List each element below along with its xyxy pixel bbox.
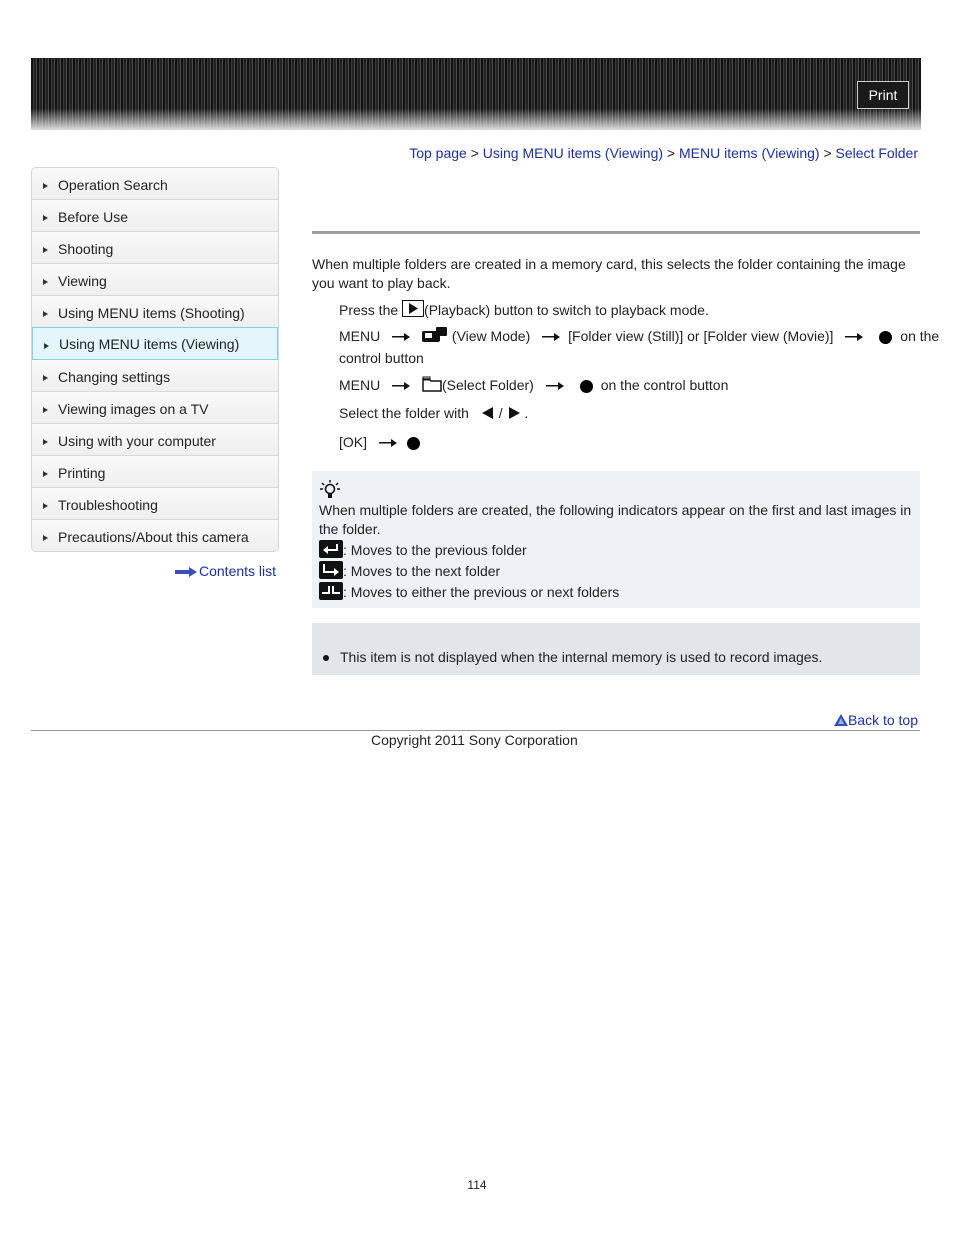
next-folder-icon xyxy=(319,561,343,579)
note-text: This item is not displayed when the internal memory is used to record images. xyxy=(340,649,823,665)
sidebar-item-label: Viewing images on a TV xyxy=(58,401,209,417)
step-4 xyxy=(339,405,528,421)
step-2-text-end: on the xyxy=(900,328,940,344)
sidebar-item-shooting[interactable] xyxy=(32,232,278,264)
back-to-top-label: Back to top xyxy=(847,712,918,728)
step-3-text-end: on the control button xyxy=(600,377,729,393)
indicator-previous-text: : Moves to the previous folder xyxy=(343,542,527,558)
contents-list-link[interactable] xyxy=(175,563,276,579)
sidebar-nav xyxy=(31,167,279,552)
menu-label: MENU xyxy=(339,377,381,393)
breadcrumb-using-menu-viewing[interactable]: Using MENU items (Viewing) xyxy=(482,145,664,161)
page-number: 114 xyxy=(467,1178,487,1192)
breadcrumb-separator: > xyxy=(823,145,832,161)
sidebar-item-menu-viewing[interactable] xyxy=(32,327,278,360)
arrow-right-icon xyxy=(845,333,863,341)
folder-view-options: [Folder view (Still)] or [Folder view (Movie)] xyxy=(568,328,834,344)
lightbulb-icon xyxy=(320,480,340,500)
step-1-text: Press the xyxy=(339,302,399,318)
contents-list-label: Contents list xyxy=(199,563,277,579)
breadcrumb-separator: > xyxy=(470,145,479,161)
triangle-right-icon xyxy=(43,183,48,189)
title-divider xyxy=(312,231,920,234)
triangle-right-icon xyxy=(43,407,48,413)
sidebar-item-menu-shooting[interactable] xyxy=(32,296,278,328)
sidebar-item-operation-search[interactable] xyxy=(32,168,278,200)
step-2 xyxy=(339,327,939,344)
step-1 xyxy=(339,300,709,318)
triangle-right-icon xyxy=(43,535,48,541)
sidebar-item-printing[interactable] xyxy=(32,456,278,488)
breadcrumb xyxy=(409,145,918,161)
breadcrumb-select-folder[interactable]: Select Folder xyxy=(835,145,918,161)
arrow-right-icon xyxy=(546,382,564,390)
indicator-next xyxy=(319,561,500,579)
triangle-right-icon xyxy=(43,439,48,445)
triangle-right-icon xyxy=(43,247,48,253)
sidebar-item-viewing-tv[interactable] xyxy=(32,392,278,424)
sidebar-item-label: Operation Search xyxy=(58,177,168,193)
left-arrow-icon xyxy=(481,407,495,419)
sidebar-item-label: Printing xyxy=(58,465,106,481)
triangle-right-icon xyxy=(43,375,48,381)
sidebar-item-computer[interactable] xyxy=(32,424,278,456)
arrow-right-icon xyxy=(392,333,410,341)
sidebar-item-changing-settings[interactable] xyxy=(32,360,278,392)
step-4-text: Select the folder with xyxy=(339,405,469,421)
step-1-text-end: (Playback) button to switch to playback mode. xyxy=(424,302,709,318)
sidebar-item-label: Using with your computer xyxy=(58,433,216,449)
period-text: . xyxy=(524,405,529,421)
center-button-icon xyxy=(407,437,420,450)
copyright-text: Copyright 2011 Sony Corporation xyxy=(371,732,578,748)
previous-folder-icon xyxy=(319,540,343,558)
sidebar-item-viewing[interactable] xyxy=(32,264,278,296)
sidebar-item-label: Precautions/About this camera xyxy=(58,529,249,545)
back-to-top-link[interactable] xyxy=(834,712,918,728)
step-3 xyxy=(339,376,728,393)
arrow-right-icon xyxy=(542,333,560,341)
print-button[interactable]: Print xyxy=(857,81,909,109)
sidebar-item-label: Viewing xyxy=(58,273,107,289)
triangle-up-icon xyxy=(834,714,848,726)
arrow-right-icon xyxy=(392,382,410,390)
both-folders-icon xyxy=(319,582,343,600)
folder-icon xyxy=(422,376,442,392)
triangle-right-icon xyxy=(43,279,48,285)
hint-box xyxy=(312,471,920,608)
arrow-right-icon xyxy=(379,439,397,447)
menu-label: MENU xyxy=(339,328,381,344)
arrow-right-icon xyxy=(175,567,197,577)
playback-icon xyxy=(402,300,424,317)
center-button-icon xyxy=(580,380,593,393)
triangle-right-icon xyxy=(43,215,48,221)
sidebar-item-label: Before Use xyxy=(58,209,129,225)
sidebar-item-label: Using MENU items (Viewing) xyxy=(59,336,240,352)
bullet-icon xyxy=(323,655,329,661)
step-2-line2: control button xyxy=(339,350,424,366)
footer-divider xyxy=(31,730,920,731)
ok-label: [OK] xyxy=(339,434,368,450)
intro-text: When multiple folders are created in a memory card, this selects the folder containing the image you want to play back. xyxy=(312,256,906,291)
sidebar-item-label: Shooting xyxy=(58,241,114,257)
indicator-both-text: : Moves to either the previous or next folders xyxy=(343,584,620,600)
header-banner xyxy=(31,58,921,130)
slash-text: / xyxy=(498,405,503,421)
sidebar-item-label: Changing settings xyxy=(58,369,171,385)
step-5 xyxy=(339,434,428,450)
sidebar-item-label: Using MENU items (Shooting) xyxy=(58,305,245,321)
breadcrumb-separator: > xyxy=(666,145,676,161)
sidebar-item-precautions[interactable] xyxy=(32,520,278,551)
breadcrumb-top-page[interactable]: Top page xyxy=(409,145,467,161)
sidebar-item-troubleshooting[interactable] xyxy=(32,488,278,520)
view-mode-icon xyxy=(422,327,448,343)
triangle-right-icon xyxy=(44,343,49,349)
select-folder-label: (Select Folder) xyxy=(442,377,534,393)
right-arrow-icon xyxy=(507,407,521,419)
hint-text: When multiple folders are created, the following indicators appear on the first and last images in the folder. xyxy=(319,502,912,537)
triangle-right-icon xyxy=(43,503,48,509)
sidebar-item-before-use[interactable] xyxy=(32,200,278,232)
center-button-icon xyxy=(879,331,892,344)
indicator-next-text: : Moves to the next folder xyxy=(343,563,501,579)
sidebar-item-label: Troubleshooting xyxy=(58,497,158,513)
indicator-previous xyxy=(319,540,527,558)
triangle-right-icon xyxy=(43,311,48,317)
triangle-right-icon xyxy=(43,471,48,477)
indicator-both xyxy=(319,582,619,600)
note-box xyxy=(312,623,920,675)
view-mode-label: (View Mode) xyxy=(451,328,531,344)
breadcrumb-menu-items-viewing[interactable]: MENU items (Viewing) xyxy=(679,145,820,161)
